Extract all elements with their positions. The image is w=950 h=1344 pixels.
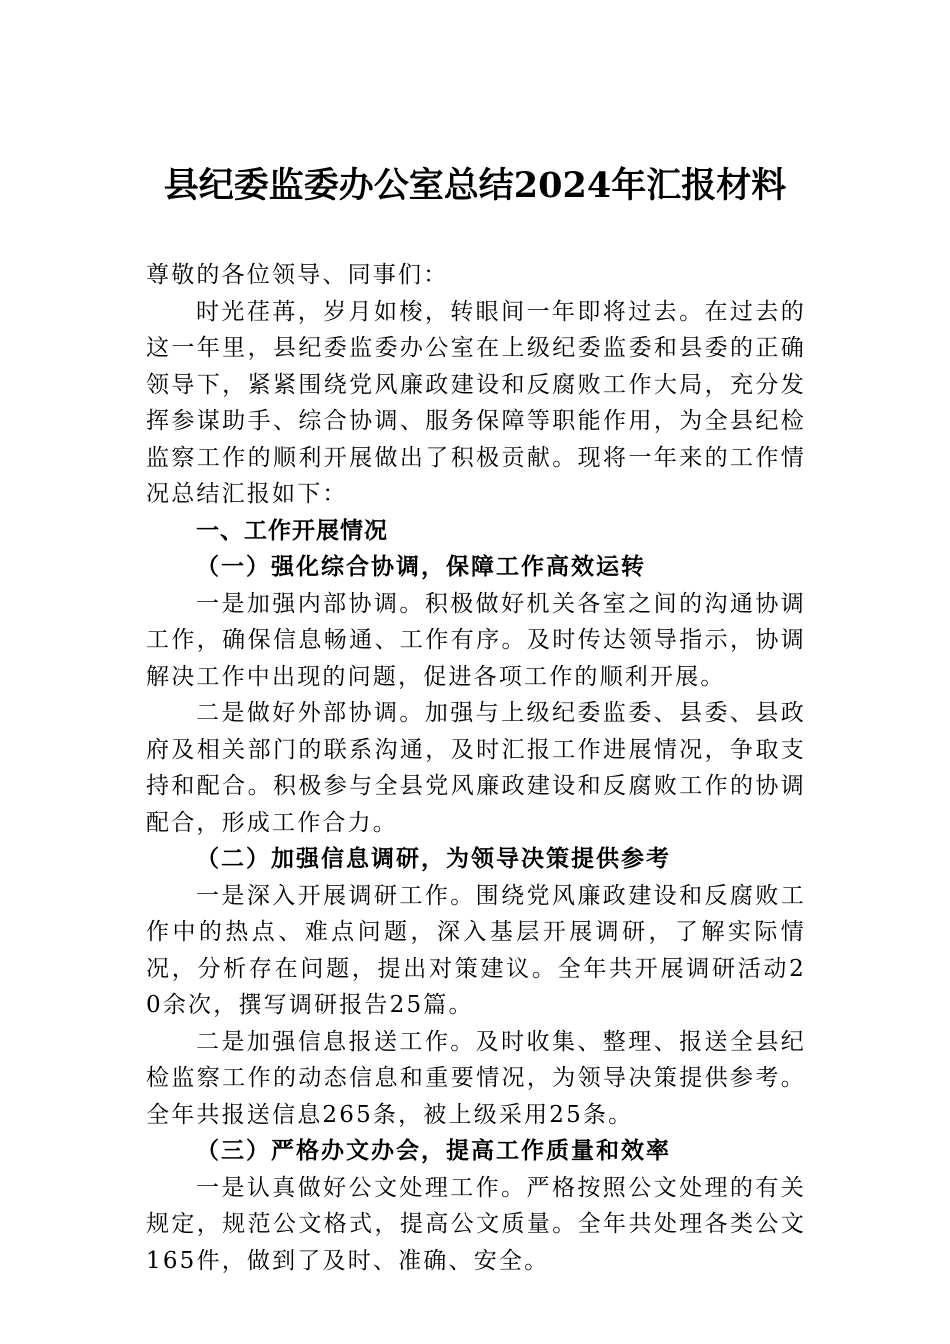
paragraph-internal-coordination: 一是加强内部协调。积极做好机关各室之间的沟通协调工作，确保信息畅通、工作有序。及时传达领导指示，协调解决工作中出现的问题，促进各项工作的顺利开展。 xyxy=(146,590,806,690)
salutation: 尊敬的各位领导、同事们： xyxy=(146,262,449,288)
subsection-heading-1: （一）强化综合协调，保障工作高效运转 xyxy=(196,553,646,580)
subsection-heading-3: （三）严格办文办会，提高工作质量和效率 xyxy=(196,1137,671,1164)
paragraph-research: 一是深入开展调研工作。围绕党风廉政建设和反腐败工作中的热点、难点问题，深入基层开展调研，了解实际情况，分析存在问题，提出对策建议。全年共开展调研活动20余次，撰写调研报告25篇。 xyxy=(146,882,806,1018)
paragraph-external-coordination: 二是做好外部协调。加强与上级纪委监委、县委、县政府及相关部门的联系沟通，及时汇报工作进展情况，争取支持和配合。积极参与全县党风廉政建设和反腐败工作的协调配合，形成工作合力。 xyxy=(146,700,806,836)
paragraph-document-handling: 一是认真做好公文处理工作。严格按照公文处理的有关规定，规范公文格式，提高公文质量。全年共处理各类公文165件，做到了及时、准确、安全。 xyxy=(146,1174,806,1274)
document-title: 县纪委监委办公室总结2024年汇报材料 xyxy=(163,165,787,206)
section-heading-1: 一、工作开展情况 xyxy=(196,517,388,544)
document-body xyxy=(146,257,806,1279)
intro-paragraph: 时光荏苒，岁月如梭，转眼间一年即将过去。在过去的这一年里，县纪委监委办公室在上级纪委监委和县委的正确领导下，紧紧围绕党风廉政建设和反腐败工作大局，充分发挥参谋助手、综合协调、服务保障等职能作用，为全县纪检监察工作的顺利开展做出了积极贡献。现将一年来的工作情况总结汇报如下： xyxy=(146,298,806,507)
subsection-heading-2: （二）加强信息调研，为领导决策提供参考 xyxy=(196,845,671,872)
paragraph-information-reporting: 二是加强信息报送工作。及时收集、整理、报送全县纪检监察工作的动态信息和重要情况，为领导决策提供参考。全年共报送信息265条，被上级采用25条。 xyxy=(146,1028,806,1128)
